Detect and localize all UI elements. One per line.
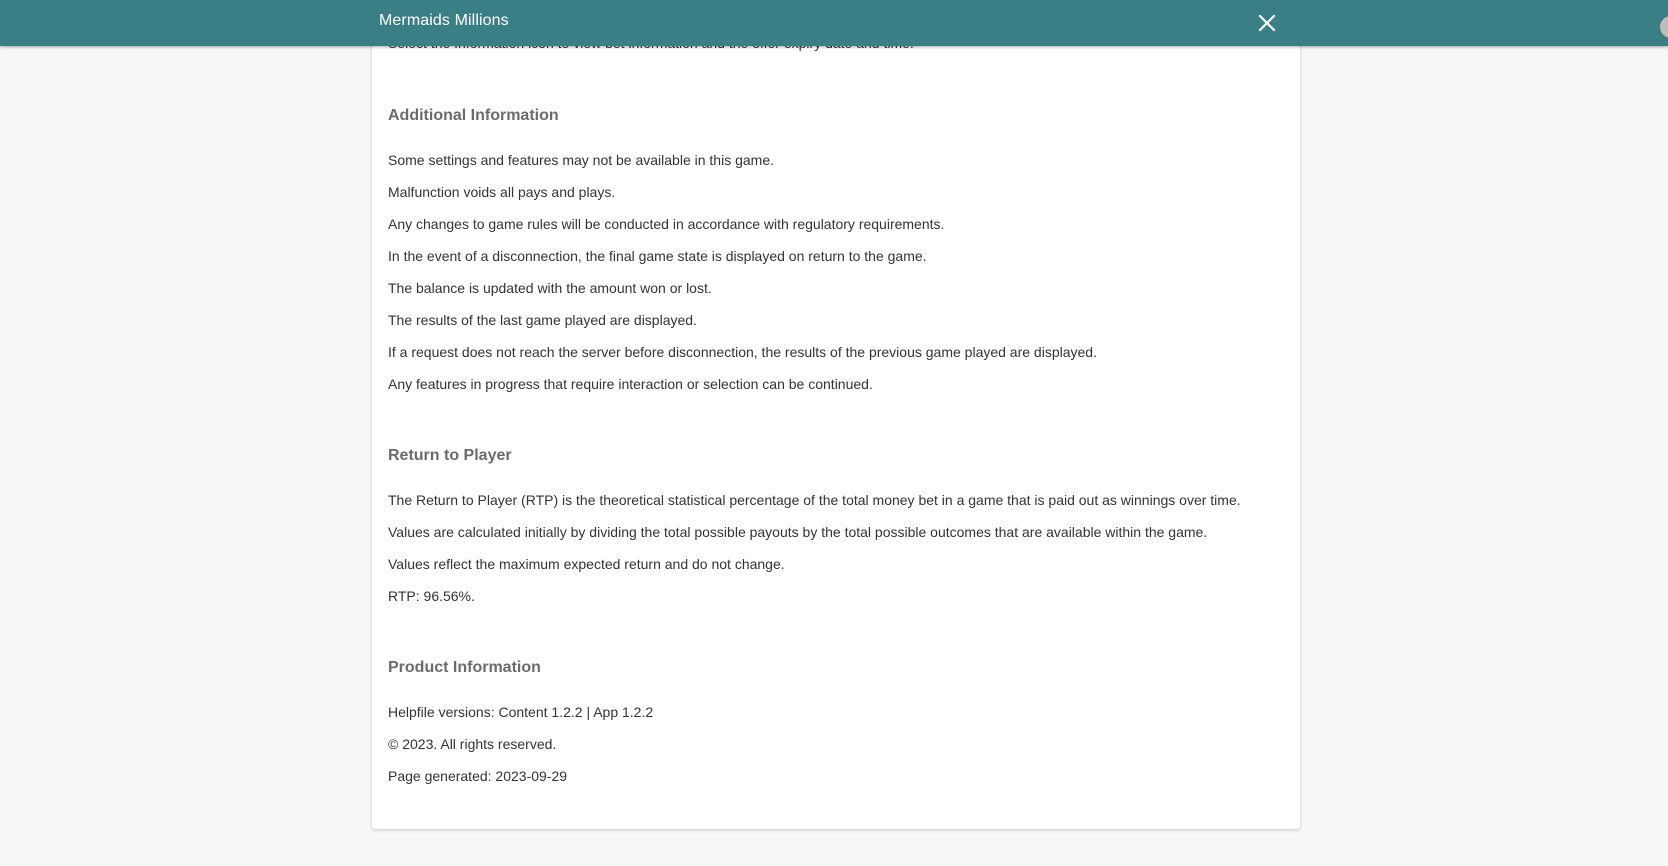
heading-additional-information: Additional Information bbox=[388, 107, 559, 124]
close-icon bbox=[1255, 11, 1279, 35]
game-title: Mermaids Millions bbox=[379, 12, 509, 29]
helpfile-versions: Helpfile versions: Content 1.2.2 | App 1.2.2 bbox=[388, 704, 654, 720]
page-generated-date: Page generated: 2023-09-29 bbox=[388, 768, 568, 784]
paragraph: The Return to Player (RTP) is the theoretical statistical percentage of the total money bet in a game that is paid out as winnings over time. bbox=[388, 492, 1241, 508]
help-panel bbox=[372, 0, 1300, 829]
paragraph: Any changes to game rules will be conducted in accordance with regulatory requirements. bbox=[388, 216, 945, 232]
paragraph: Values are calculated initially by dividing the total possible payouts by the total possible outcomes that are available within the game. bbox=[388, 524, 1208, 540]
close-button[interactable] bbox=[1255, 11, 1279, 35]
paragraph: The balance is updated with the amount won or lost. bbox=[388, 280, 712, 296]
heading-return-to-player: Return to Player bbox=[388, 447, 512, 464]
heading-product-information: Product Information bbox=[388, 659, 541, 676]
paragraph: Malfunction voids all pays and plays. bbox=[388, 184, 616, 200]
header-bar bbox=[0, 0, 1668, 46]
paragraph: In the event of a disconnection, the final game state is displayed on return to the game. bbox=[388, 248, 927, 264]
paragraph: If a request does not reach the server before disconnection, the results of the previous game played are displayed. bbox=[388, 344, 1097, 360]
rtp-value: RTP: 96.56%. bbox=[388, 588, 475, 604]
copyright: © 2023. All rights reserved. bbox=[388, 736, 557, 752]
paragraph: Any features in progress that require interaction or selection can be continued. bbox=[388, 376, 873, 392]
paragraph: Values reflect the maximum expected return and do not change. bbox=[388, 556, 785, 572]
paragraph: Some settings and features may not be available in this game. bbox=[388, 152, 774, 168]
paragraph: The results of the last game played are displayed. bbox=[388, 312, 697, 328]
